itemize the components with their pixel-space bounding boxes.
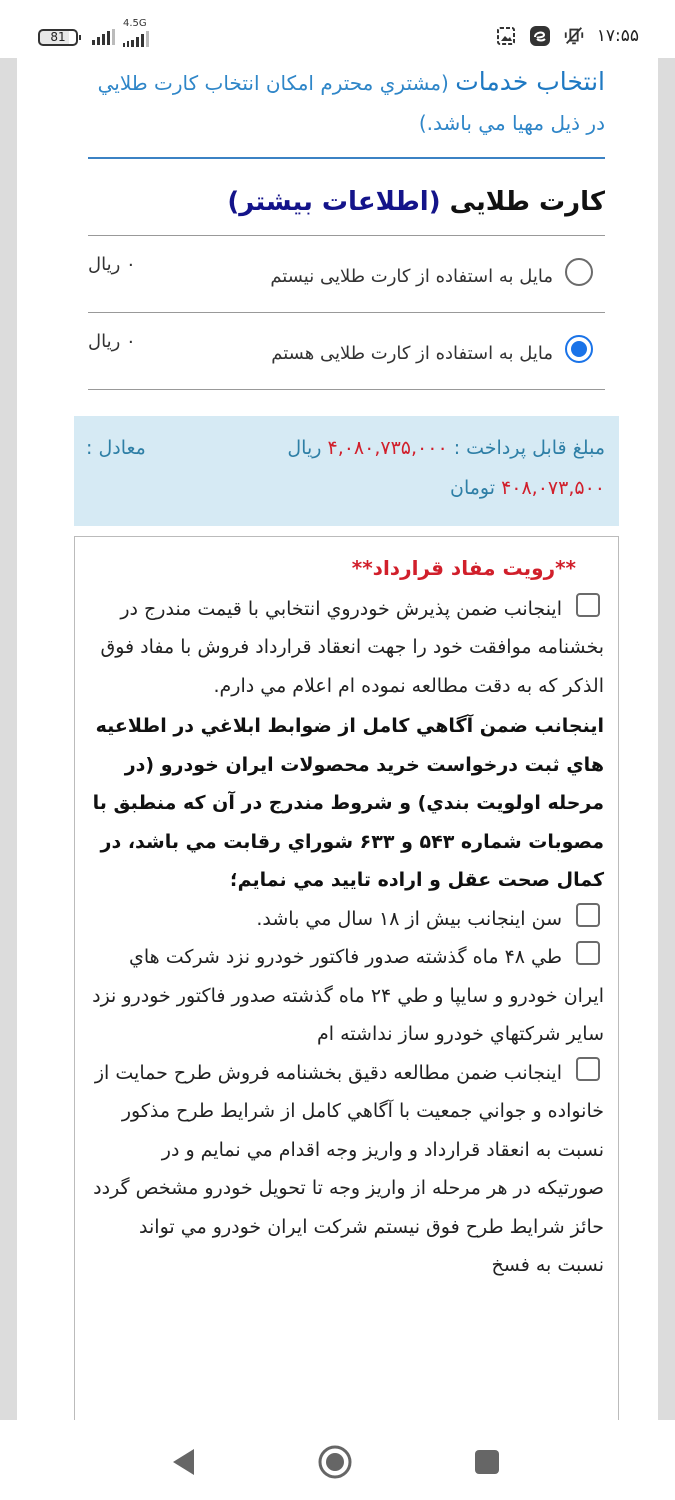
option-label: مایل به استفاده از کارت طلایی نیستم [270,266,553,287]
contract-title: **رويت مفاد قرارداد** [351,556,576,580]
checkbox-no-previous-invoice[interactable] [576,941,600,965]
radio-button-checked[interactable] [565,335,593,363]
checkbox-accept-price[interactable] [576,593,600,617]
contract-item-text: طي ۴۸ ماه گذشته صدور فاکتور خودرو نزد شرکت هاي ايران خودرو و سايپا و طي ۲۴ ماه گذشته صدور فاکتور خودرو نزد ساير شرکتهاي خودرو ساز نداشته ام [92,946,604,1045]
gold-card-option-no[interactable] [88,236,605,313]
page-header [88,58,605,159]
page-title: انتخاب خدمات [455,67,605,96]
page-card [17,58,658,1420]
more-info-link[interactable]: (اطلاعات بیشتر) [227,187,441,217]
page-content [88,58,605,1420]
vibrate-mute-icon [563,25,585,47]
option-price: ۰ ریال [88,254,136,275]
contract-item-no-previous-invoice [89,938,604,1054]
page-side-border-left [0,58,17,1420]
nav-home-button[interactable] [315,1442,355,1482]
signal-4.5g-icon [123,18,149,47]
contract-terms-box [74,536,619,1420]
payable-amount-rial: ۴,۰۸۰,۷۳۵,۰۰۰ [327,437,448,459]
clock: ۱۷:۵۵ [596,26,639,46]
recents-square-icon [474,1449,500,1475]
payable-amount-box [74,416,619,526]
back-triangle-icon [170,1447,196,1477]
option-price: ۰ ریال [88,331,136,352]
gold-card-title: کارت طلایی [440,187,605,217]
contract-bold-paragraph: اينجانب ضمن آگاهي کامل از ضوابط ابلاغي در اطلاعيه هاي ثبت درخواست خريد محصولات ايران خودرو (در مرحله اولويت بندي) و شروط مندرج در آن که منطبق با مصوبات شماره ۵۴۳ و ۶۳۳ شوراي رقابت مي باشد، در کمال صحت عقل و اراده تاييد مي نمايم؛ [92,715,604,891]
checkbox-family-plan[interactable] [576,1057,600,1081]
rial-unit: ریال [287,437,328,459]
radio-button-unchecked[interactable] [565,258,593,286]
battery-icon: 81 [38,29,78,46]
screenshot-icon [495,25,517,47]
contract-item-age [89,900,604,939]
status-bar [0,0,675,58]
contract-item-family-plan [89,1054,604,1285]
page-side-border-right [658,58,675,1420]
contract-item-text: اينجانب ضمن پذيرش خودروي انتخابي با قيمت مندرج در بخشنامه موافقت خود را جهت انعقاد قرارداد فروش با مفاد فوق الذکر که به دقت مطالعه نموده ام اعلام مي دارم. [100,597,604,697]
nav-back-button[interactable] [163,1442,203,1482]
contract-item-text: سن اينجانب بيش از ۱۸ سال مي باشد. [256,907,562,930]
toman-unit: تومان [450,477,502,499]
navigation-bar [0,1420,675,1500]
contract-item-accept-price [89,590,604,706]
checkbox-age[interactable] [576,903,600,927]
e-app-icon [529,25,551,47]
signal-icon [92,29,115,45]
status-left [38,18,149,47]
option-label: مایل به استفاده از کارت طلایی هستم [271,343,553,364]
payable-label: مبلغ قابل پرداخت : [447,437,605,459]
home-circle-icon [317,1444,353,1480]
payable-amount-toman: ۴۰۸,۰۷۳,۵۰۰ [501,477,605,499]
status-right [495,25,639,47]
gold-card-heading [88,181,605,236]
contract-item-text: اينجانب ضمن مطالعه دقيق بخشنامه فروش طرح حمايت از خانواده و جواني جمعيت با آگاهي کامل از شرايط طرح مذکور نسبت به انعقاد قرارداد و واريز وجه اقدام مي نمايم و در صورتيکه در هر مرحله از واريز وجه تا تحويل خودرو مشخص گردد حائز شرايط طرح فوق نيستم شرکت ايران خودرو مي تواند نسبت به فسخ [93,1061,604,1276]
nav-recents-button[interactable] [467,1442,507,1482]
page-subtitle: (مشتري محترم امکان انتخاب کارت طلايي در ذيل مهيا مي باشد.) [97,71,605,135]
network-type-label: 4.5G [123,18,147,29]
gold-card-option-yes[interactable] [88,313,605,390]
equivalent-label: معادل : [86,437,146,459]
